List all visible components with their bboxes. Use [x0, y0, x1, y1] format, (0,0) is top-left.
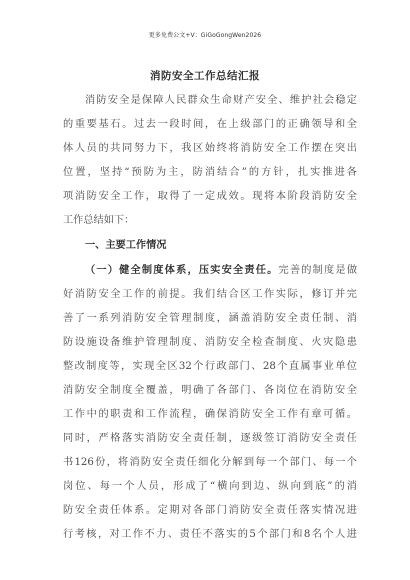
intro-line: 体人员的共同努力下，我区始终将消防安全工作摆在突出 — [63, 143, 357, 154]
body-line: 防安全责任体系。定期对各部门消防安全责任落实情况进 — [63, 505, 357, 516]
intro-line: 位置，坚持“预防为主，防消结合”的方针，扎实推进各 — [63, 167, 357, 178]
subsection-lead: （一）健全制度体系，压实安全责任。 — [85, 265, 279, 276]
body-line: 消防安全制度全覆盖，明确了各部门、各岗位在消防安全 — [63, 385, 357, 396]
body-line: 行考核，对工作不力、责任不落实的5个部门和8名个人进 — [63, 529, 357, 540]
intro-line: 工作总结如下： — [63, 215, 135, 226]
header-note: 更多免费公文+V：GiGoGongWen2026 — [148, 32, 262, 39]
body-line: 书126份，将消防安全责任细化分解到每一个部门、每一个 — [63, 457, 357, 468]
body-line: 防设施设备维护管理制度、消防安全检查制度、火灾隐患 — [63, 337, 357, 348]
body-line: 好消防安全工作的前提。我们结合区工作实际，修订并完 — [63, 289, 357, 300]
intro-line: 消防安全是保障人民群众生命财产安全、维护社会稳定 — [85, 95, 357, 106]
document-title: 消防安全工作总结汇报 — [150, 70, 260, 82]
intro-line: 项消防安全工作，取得了一定成效。现将本阶段消防安全 — [63, 191, 357, 202]
intro-line: 的重要基石。过去一段时间，在上级部门的正确领导和全 — [63, 119, 357, 130]
body-line: 善了一系列消防安全管理制度，涵盖消防安全责任制、消 — [63, 313, 357, 324]
body-line: 工作中的职责和工作流程，确保消防安全工作有章可循。 — [63, 409, 357, 420]
body-line: 岗位、每一个人员，形成了“横向到边、纵向到底”的消 — [63, 481, 357, 492]
subsection-first-line — [85, 264, 357, 277]
body-line: 整改制度等，实现全区32个行政部门、28个直属事业单位 — [63, 361, 357, 372]
section-heading: 一、主要工作情况 — [85, 240, 167, 251]
subsection-first-line-rest: 完善的制度是做 — [278, 265, 357, 276]
body-line: 同时，严格落实消防安全责任制，逐级签订消防安全责任 — [63, 433, 357, 444]
